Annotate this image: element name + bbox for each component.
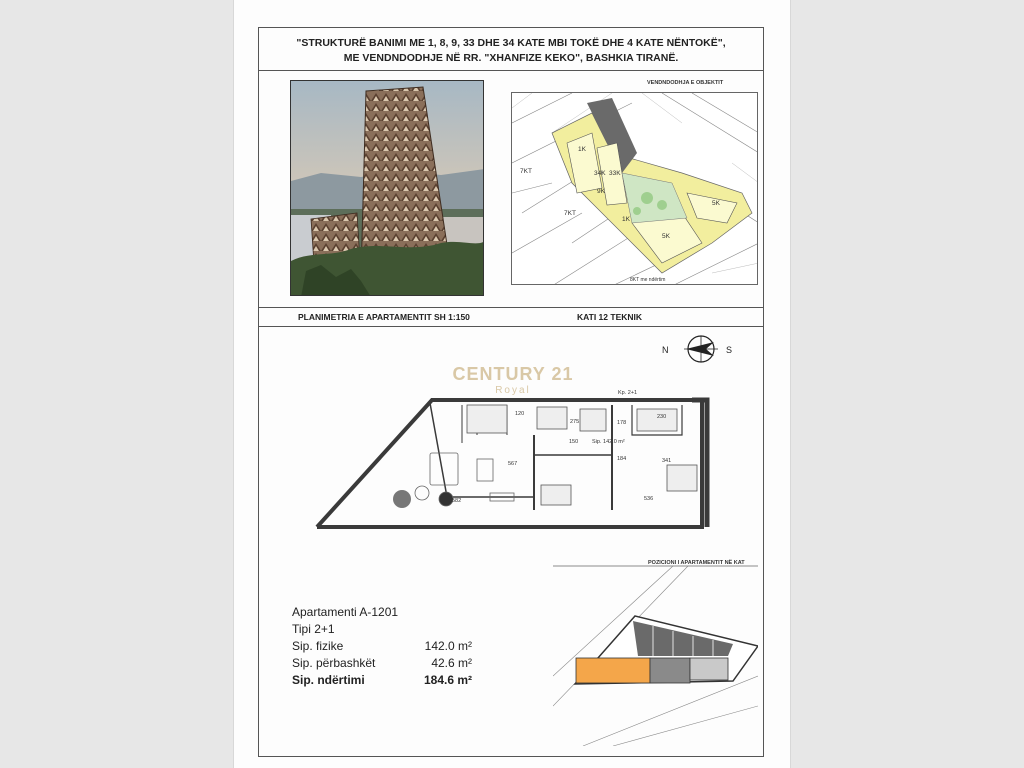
divider xyxy=(258,307,764,308)
site-label: 7KT xyxy=(564,210,576,217)
title-line-2: ME VENDNDODHJE NË RR. "XHANFIZE KEKO", BASHKIA TIRANË. xyxy=(343,52,679,64)
site-plan xyxy=(511,92,758,285)
info-label: Sip. fizike xyxy=(292,639,344,653)
building-photo xyxy=(290,80,484,296)
divider xyxy=(258,70,764,71)
dim-label: 582 xyxy=(452,498,462,504)
dim-label: 536 xyxy=(644,496,654,502)
dim-label: Kp. 2+1 xyxy=(618,390,638,396)
compass xyxy=(656,334,736,364)
site-label: 9K xyxy=(597,188,605,195)
dim-label: 275 xyxy=(570,419,580,425)
info-value: 184.6 m² xyxy=(423,673,472,687)
dim-label: 230 xyxy=(657,414,667,420)
apartment-name: Apartamenti A-1201 xyxy=(292,605,399,619)
site-label: 7KT xyxy=(520,168,532,175)
divider xyxy=(258,326,764,327)
site-label: 1K xyxy=(578,146,586,153)
compass-north-label: N xyxy=(662,345,669,355)
area-label: Sip. 142.0 m² xyxy=(592,439,625,445)
floor-label: KATI 12 TEKNIK xyxy=(577,312,643,322)
document-title xyxy=(258,36,764,66)
info-value: 142.0 m² xyxy=(424,639,472,653)
dim-label: 120 xyxy=(515,411,525,417)
floor-plan xyxy=(312,375,732,535)
site-label: 5K xyxy=(662,233,670,240)
site-label: 8KT me ndërtim xyxy=(630,277,666,283)
compass-south-label: S xyxy=(726,345,733,355)
info-label: Sip. ndërtimi xyxy=(292,673,365,687)
site-label: 34K xyxy=(594,170,606,177)
dim-label: 341 xyxy=(662,458,672,464)
info-value: 42.6 m² xyxy=(431,656,472,670)
site-plan-title: VENDNDODHJA E OBJEKTIT xyxy=(647,80,724,86)
dim-label: 150 xyxy=(569,439,579,445)
site-label: 1K xyxy=(622,216,630,223)
info-row xyxy=(292,639,482,656)
watermark-brand: CENTURY 21 xyxy=(452,364,574,384)
plan-label: PLANIMETRIA E APARTAMENTIT SH 1:150 xyxy=(298,312,470,322)
watermark-sub: Royal xyxy=(495,385,531,396)
info-row xyxy=(292,656,482,673)
position-plan xyxy=(553,556,758,746)
info-row-total xyxy=(292,673,482,690)
info-label: Sip. përbashkët xyxy=(292,656,376,670)
title-line-1: "STRUKTURË BANIMI ME 1, 8, 9, 33 DHE 34 KATE MBI TOKË DHE 4 KATE NËNTOKË", xyxy=(296,37,726,49)
apartment-type: Tipi 2+1 xyxy=(292,622,335,636)
site-label: 33K xyxy=(609,170,621,177)
position-title: POZICIONI I APARTAMENTIT NË KAT xyxy=(648,560,745,566)
dim-label: 567 xyxy=(508,461,518,467)
dim-label: 178 xyxy=(617,420,627,426)
apartment-info xyxy=(292,605,482,690)
site-label: 5K xyxy=(712,200,720,207)
dim-label: 184 xyxy=(617,456,627,462)
